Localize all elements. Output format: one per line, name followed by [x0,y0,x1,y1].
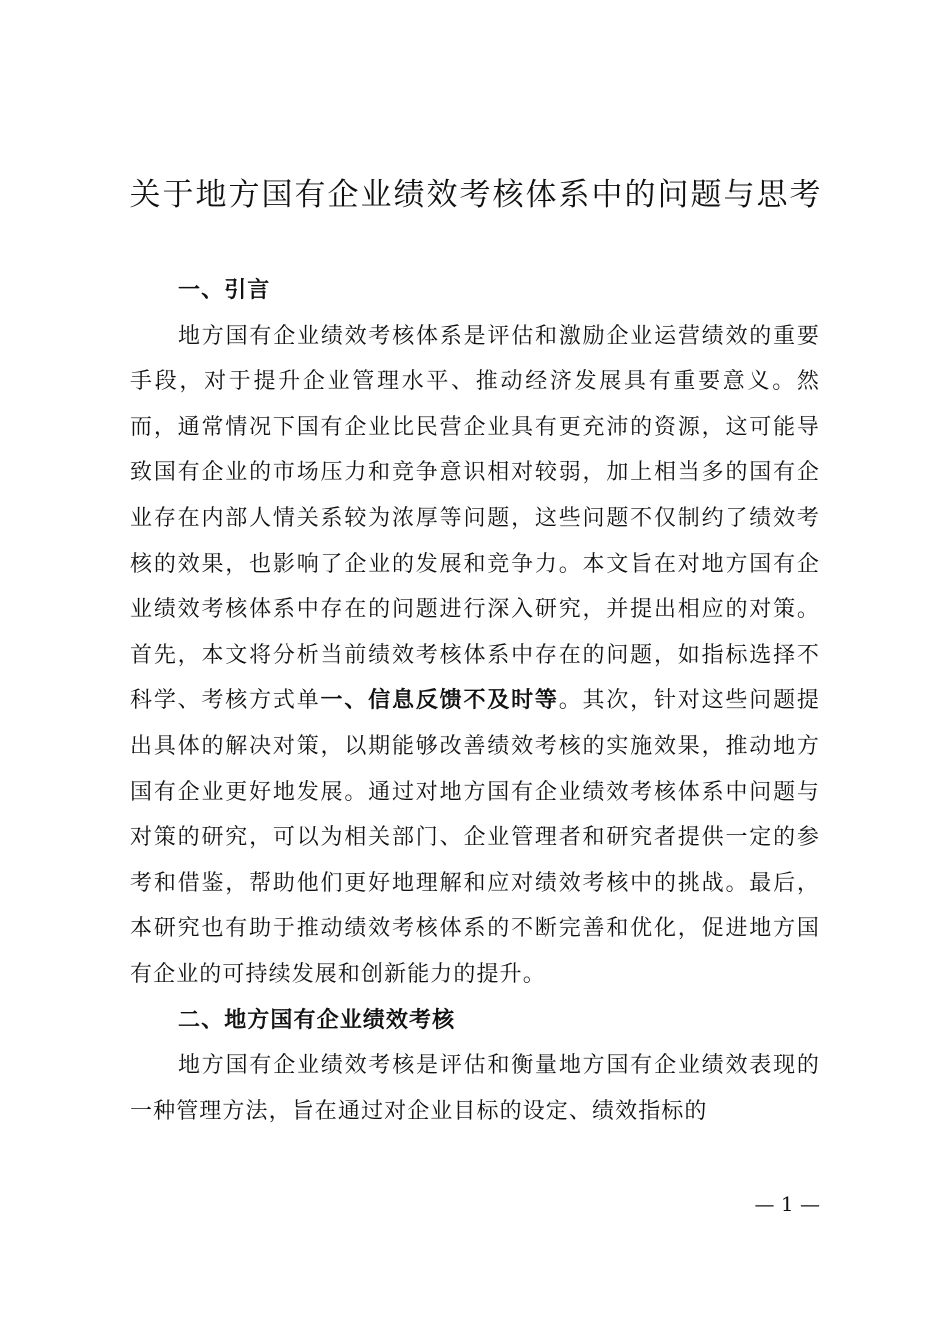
bold-phrase: 一、信息反馈不及时等 [320,688,559,714]
page-number: — 1 — [754,1192,820,1216]
section-heading-introduction: 一、引言 [178,278,271,303]
section-heading-performance-assessment: 二、地方国有企业绩效考核 [178,1007,456,1033]
document-title: 关于地方国有企业绩效考核体系中的问题与思考 [129,177,823,213]
paragraph-text: 地方国有企业绩效考核体系是评估和激励企业运营绩效的重要手段，对于提升企业管理水平、推动经济发展具有重要意义。然而，通常情况下国有企业比民营企业具有更充沛的资源，这可能导致国有企业的市场压力和竞争意识相对较弱，加上相当多的国有企业存在内部人情关系较为浓厚等问题，这些问题不仅制约了绩效考核的效果，也影响了企业的发展和竞争力。本文旨在对地方国有企业绩效考核体系中存在的问题进行深入研究，并提出相应的对策。首先，本文将分析当前绩效考核体系中存在的问题，如指标选择不科学、考核方式单 [130,323,820,714]
paragraph-text: 。其次，针对这些问题提出具体的解决对策，以期能够改善绩效考核的实施效果，推动地方国有企业更好地发展。通过对地方国有企业绩效考核体系中问题与对策的研究，可以为相关部门、企业管理者和研究者提供一定的参考和借鉴，帮助他们更好地理解和应对绩效考核中的挑战。最后，本研究也有助于推动绩效考核体系的不断完善和优化，促进地方国有企业的可持续发展和创新能力的提升。 [130,688,820,987]
paragraph-introduction [130,314,820,998]
document-body [130,268,820,1134]
paragraph-performance-assessment: 地方国有企业绩效考核是评估和衡量地方国有企业绩效表现的一种管理方法，旨在通过对企业目标的设定、绩效指标的 [130,1053,820,1124]
